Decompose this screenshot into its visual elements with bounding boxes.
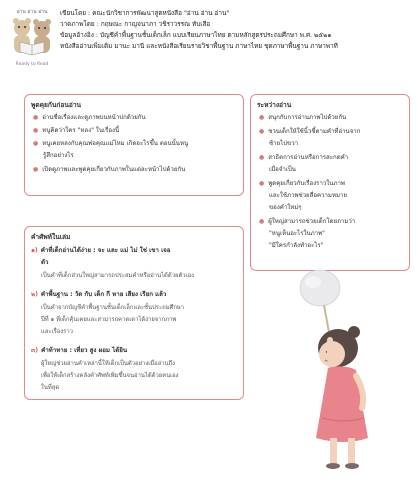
vocab-group-head: ๑) คำที่เด็กอ่านได้ง่าย : จะ และ แม่ ไม่ ใช่ เขา เจอ [31,247,171,254]
reading-item-cont: ซ้ายไปขวา [269,140,299,147]
talk-box-title: พูดคุยกันก่อนอ่าน [31,101,82,109]
logo-title: อ่าน อ่าน อ่าน [16,9,48,15]
reading-item: ● สาธิตการอ่านหรือการสะกดคำ [259,154,349,161]
reading-item-cont: เมื่อจำเป็น [269,166,296,173]
vocab-group-desc: และเรื่องราว [41,329,73,335]
bullet-dot-icon: ● [259,154,265,161]
vocabulary-box-title: คำศัพท์ในเล่ม [31,233,71,241]
talk-item-cont: รู้สึกอย่างไร [43,152,74,159]
during-reading-box [250,94,410,271]
author-line: เขียนโดย : คณะนักวิชาการพัฒนาสูตหนังสือ "อ่าน อ่าน อ่าน" [60,9,230,17]
bullet-dot-icon: ● [33,140,39,147]
talk-before-reading-box [24,94,244,196]
vocab-group-desc: เพื่อให้เด็กสร้างคลังคำศัพท์เพิ่มขึ้นจนอ่านได้ด้วยตนเอง [41,373,179,379]
reading-item: ● สนุกกับการอ่านภาพไปด้วยกัน [259,114,347,121]
vocab-group-desc: เป็นคำที่เด็กส่วนใหญ่สามารถประสมคำหรืออ่านได้ด้วยตัวเอง [41,273,195,279]
logo-subtitle: Ready to Read [15,62,49,67]
book-logo [6,6,58,72]
reading-item: ● ผู้ใหญ่สามารถช่วยเด็กโดยถามว่า [259,218,356,225]
vocab-group-head-cont: ตัว [41,259,49,266]
vocab-group-desc: ผู้ใหญ่ช่วยอ่านคำเหล่านี้ให้เด็กเป็นตัวอย่างเมื่ออ่านถึง [41,361,175,367]
book-credits [60,8,415,52]
series-line: หนังสืออ่านเพิ่มเติม มานะ มานี และหนังสือเรียนรายวิชาพื้นฐาน ภาษาไทย ชุดภาษาพื้นฐาน ภาษาพาที [60,42,338,50]
reading-box-title: ระหว่างอ่าน [257,101,292,109]
child-illustration [258,268,408,478]
reading-item-cont: ของคำใหม่ๆ [269,204,302,211]
vocab-group-desc: เป็นคำจากบัญชีคำพื้นฐานชั้นเด็กเล็กและชั้นประถมศึกษา [41,305,185,311]
talk-item: ● หนูเคยหลงกับคุณพ่อคุณแม่ไหม เกิดอะไรขึ้น ตอนนั้นหนู [33,140,189,147]
reading-item: ● ชวนเด็กให้ใช้นิ้วชี้ตามคำที่อ่านจาก [259,128,361,135]
reading-item-cont: "มีใครกำลังทำอะไร" [269,242,324,249]
bullet-dot-icon: ● [33,166,39,173]
talk-item: ● อ่านชื่อเรื่องและดูภาพบนหน้าปกด้วยกัน [33,114,146,121]
bullet-dot-icon: ● [259,128,265,135]
vocab-group-desc: ปีที่ ๑ ที่เด็กคุ้นเคยและสามารถคาดเดาได้ง่ายจากภาพ [41,317,177,323]
reading-item-cont: และใช้ภาพช่วยสื่อความหมาย [269,192,347,199]
talk-item: ● เปิดดูภาพและพูดคุยเกี่ยวกับภาพในแต่ละหน้าไปด้วยกัน [33,166,186,173]
reading-item: ● พูดคุยเกี่ยวกับเรื่องราวในภาพ [259,180,345,187]
reference-line: ข้อมูลอ้างอิง : บัญชีคำพื้นฐานชั้นเด็กเล็ก แบบเรียนภาษาไทย ตามหลักสูตรประถมศึกษา พ.ศ. ๒๕๒๑ [60,31,332,39]
bullet-dot-icon: ● [33,127,39,134]
vocab-group-desc: ในที่สุด [41,385,60,391]
bullet-dot-icon: ● [259,218,265,225]
bullet-dot-icon: ● [259,114,265,121]
reading-item-cont: "หนูเห็นอะไรในภาพ" [269,230,325,237]
talk-item: ● หนูคิดว่าใคร "หลง" ในเรื่องนี้ [33,127,120,134]
vocab-group-head: ๓) คำท้าทาย : เที่ยว สูง ผอม ได้ยิน [31,347,128,354]
illustrator-line: วาดภาพโดย : กฤษณะ กาญจนาภา วชิราวรรณ ทับเสือ [60,20,211,28]
bullet-dot-icon: ● [259,180,265,187]
bullet-dot-icon: ● [33,114,39,121]
vocab-group-head: ๒) คำพื้นฐาน : วัด กับ เด็ก กี หาย เสียง เรียก แล้ว [31,291,167,298]
vocabulary-box [24,226,244,400]
